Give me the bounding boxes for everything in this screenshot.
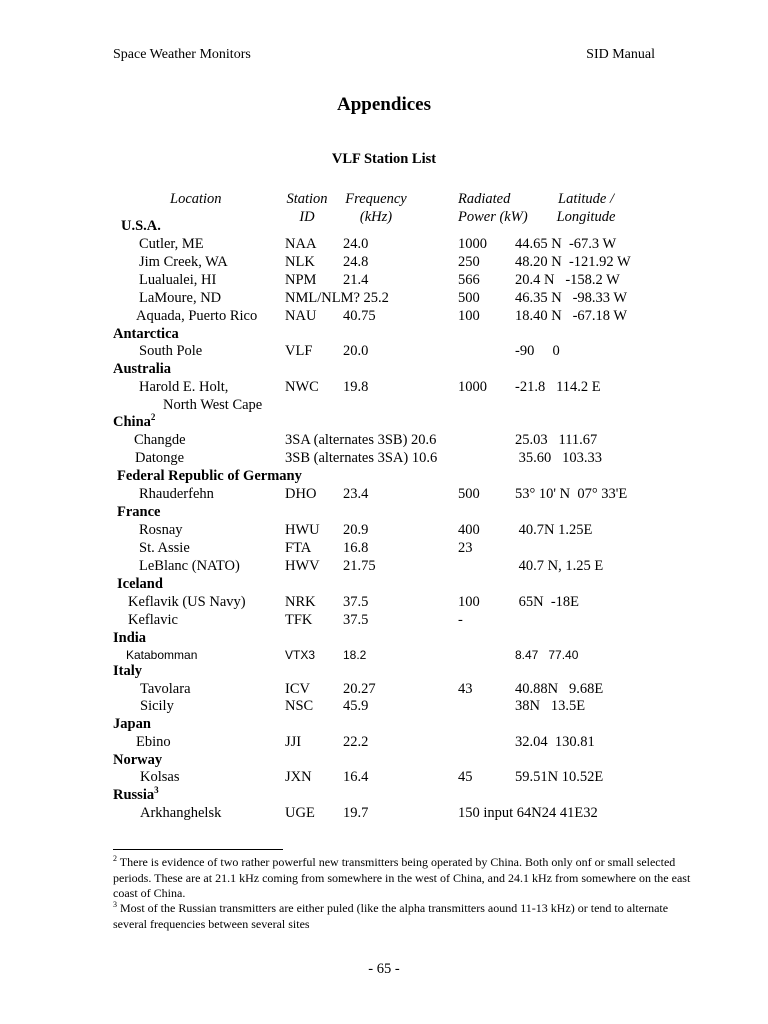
station-power: 100 [458,308,480,324]
station-power: 400 [458,522,480,538]
station-frequency: 22.2 [343,734,369,750]
station-latlon: 8.47 77.40 [515,648,579,662]
station-latlon: 40.88N 9.68E [515,681,604,697]
station-location: Tavolara [140,681,191,697]
footnote-3 [113,901,703,932]
country-name: Italy [113,663,142,679]
station-location: Cutler, ME [139,236,204,252]
station-id: TFK [285,612,313,628]
station-frequency: 24.0 [343,236,369,252]
country-name-with-footnote [113,413,155,431]
station-location: Rosnay [139,522,183,538]
country-heading-row [0,360,768,378]
station-power: 500 [458,290,480,306]
station-row [0,804,768,822]
station-location: South Pole [139,343,203,359]
country-heading-row [0,575,768,593]
country-name: U.S.A. [121,218,161,234]
station-row [0,593,768,611]
country-heading-row [0,751,768,769]
station-location: Jim Creek, WA [139,254,228,270]
country-heading-row [0,662,768,680]
country-heading-row [0,413,768,431]
station-frequency: 20.0 [343,343,369,359]
station-frequency: 24.8 [343,254,369,270]
column-header-station-id-line1: Station [286,191,328,207]
station-id-frequency: 3SA (alternates 3SB) 20.6 [285,432,437,448]
column-header-latlon-line1: Latitude / [558,191,614,207]
station-frequency: 23.4 [343,486,369,502]
running-header-left: Space Weather Monitors [113,47,251,62]
station-location: Datonge [135,450,185,466]
station-location: Ebino [136,734,171,750]
column-header-frequency-line2: (kHz) [359,209,393,225]
station-frequency: 16.4 [343,769,369,785]
station-row [0,289,768,307]
country-heading-row [0,503,768,521]
station-row [0,253,768,271]
station-frequency: 20.9 [343,522,369,538]
station-latlon: 20.4 N -158.2 W [515,272,620,288]
station-frequency: 21.4 [343,272,369,288]
footnote-2-text: There is evidence of two rather powerful new transmitters being operated by China. Both only onf or small selected periods. These are at 21.1 kHz coming from somewhere in the west of China, and 24.1 kHz from somewhere on the east coast of China. [113,855,691,900]
station-row [0,733,768,751]
station-id: VLF [285,343,313,359]
station-id: VTX3 [285,648,316,662]
running-header-right: SID Manual [586,47,655,62]
station-location: LeBlanc (NATO) [139,558,240,574]
station-power: 500 [458,486,480,502]
country-heading-row [0,629,768,647]
station-id: NRK [285,594,316,610]
country-heading-row [0,325,768,343]
station-id: HWV [285,558,320,574]
station-location: Kolsas [140,769,180,785]
station-row [0,449,768,467]
station-latlon: 40.7 N, 1.25 E [515,558,604,574]
page-number: - 65 - [368,961,400,977]
station-location: Lualualei, HI [139,272,217,288]
country-heading-row [0,715,768,733]
station-id: NAU [285,308,317,324]
station-frequency: 18.2 [343,648,367,662]
station-location: Aquada, Puerto Rico [136,308,258,324]
station-row [0,680,768,698]
country-name: Norway [113,752,163,768]
station-location: St. Assie [139,540,190,556]
station-power: 1000 [458,236,487,252]
station-location: Keflavic [128,612,178,628]
column-header-power-line2: Power (kW) [458,209,528,225]
station-row [0,557,768,575]
station-id: JXN [285,769,312,785]
station-id: FTA [285,540,312,556]
footnote-2-marker: 2 [113,854,117,863]
station-frequency: 37.5 [343,612,369,628]
station-power: 566 [458,272,480,288]
column-header-location: Location [170,191,222,207]
country-name-with-footnote [113,786,159,804]
table-title: VLF Station List [331,151,437,167]
station-latlon: 40.7N 1.25E [515,522,593,538]
page-title: Appendices [337,94,431,115]
country-heading-row [0,786,768,804]
footnote-marker: 3 [154,785,159,796]
country-name: India [113,630,147,646]
station-latlon: 18.40 N -67.18 W [515,308,628,324]
station-row [0,521,768,539]
station-id: NAA [285,236,317,252]
station-frequency: 37.5 [343,594,369,610]
station-id: UGE [285,805,315,821]
station-row [0,271,768,289]
country-name: Federal Republic of Germany [117,468,302,484]
station-id: NSC [285,698,314,714]
station-id: NPM [285,272,317,288]
station-power: - [458,612,463,628]
column-header-frequency-line1: Frequency [345,191,407,207]
station-location: Sicily [140,698,174,714]
station-latlon: 35.60 103.33 [515,450,602,466]
station-location: Harold E. Holt, [139,379,229,395]
station-power: 43 [458,681,473,697]
station-frequency: 19.8 [343,379,369,395]
station-row [0,307,768,325]
station-frequency: 40.75 [343,308,376,324]
station-id: HWU [285,522,320,538]
column-header-station-id-line2: ID [299,209,315,225]
station-frequency: 45.9 [343,698,369,714]
station-latlon: 59.51N 10.52E [515,769,604,785]
country-name: Russia [113,787,155,803]
footnote-3-marker: 3 [113,900,117,909]
station-power: 100 [458,594,480,610]
station-row [0,431,768,449]
country-name: Antarctica [113,326,179,342]
country-heading-row [0,467,768,485]
footnote-3-text: Most of the Russian transmitters are either puled (like the alpha transmitters aound 11-13 kHz) or tend to alternate several frequencies between several sites [113,901,669,931]
country-name: Japan [113,716,151,732]
station-id: DHO [285,486,317,502]
country-name: Iceland [117,576,163,592]
footnote-2 [113,855,703,902]
station-latlon: 44.65 N -67.3 W [515,236,617,252]
station-frequency: 21.75 [343,558,376,574]
station-location-continued: North West Cape [163,397,263,413]
station-row [0,235,768,253]
country-heading-row [0,217,768,235]
station-location: Rhauderfehn [139,486,214,502]
footnote-divider [113,849,283,850]
station-power: 45 [458,769,473,785]
station-row [0,768,768,786]
station-location: Keflavik (US Navy) [128,594,246,610]
station-id-frequency: NML/NLM? 25.2 [285,290,389,306]
station-latlon: -21.8 114.2 E [515,379,601,395]
station-latlon: -90 0 [515,343,560,359]
station-location: Arkhanghelsk [140,805,222,821]
column-header-latlon-line2: Longitude [556,209,616,225]
station-id-frequency: 3SB (alternates 3SA) 10.6 [285,450,438,466]
station-row [0,485,768,503]
country-name: France [117,504,161,520]
station-location: Changde [134,432,186,448]
station-frequency: 19.7 [343,805,369,821]
station-power: 250 [458,254,480,270]
station-row [0,342,768,360]
station-latlon: 65N -18E [515,594,580,610]
footnote-marker: 2 [150,412,156,423]
station-id: NWC [285,379,319,395]
station-latlon: 25.03 111.67 [515,432,598,448]
station-frequency: 16.8 [343,540,369,556]
station-row [0,396,768,414]
column-header-power-line1: Radiated [458,191,511,207]
station-row [0,378,768,396]
station-row [0,697,768,715]
station-latlon: 53° 10' N 07° 33'E [515,486,628,502]
country-name: China [113,414,151,430]
station-latlon: 38N 13.5E [515,698,586,714]
station-power: 23 [458,540,473,556]
station-latlon: 32.04 130.81 [515,734,595,750]
station-id: NLK [285,254,315,270]
station-power: 1000 [458,379,487,395]
station-row [0,539,768,557]
station-location: Katabomman [126,648,198,662]
station-power-latlon: 150 input 64N24 41E32 [458,805,598,821]
country-name: Australia [113,361,171,377]
station-id: ICV [285,681,310,697]
station-frequency: 20.27 [343,681,376,697]
station-latlon: 46.35 N -98.33 W [515,290,628,306]
station-latlon: 48.20 N -121.92 W [515,254,631,270]
station-id: JJI [285,734,302,750]
station-row [0,611,768,629]
station-location: LaMoure, ND [139,290,222,306]
